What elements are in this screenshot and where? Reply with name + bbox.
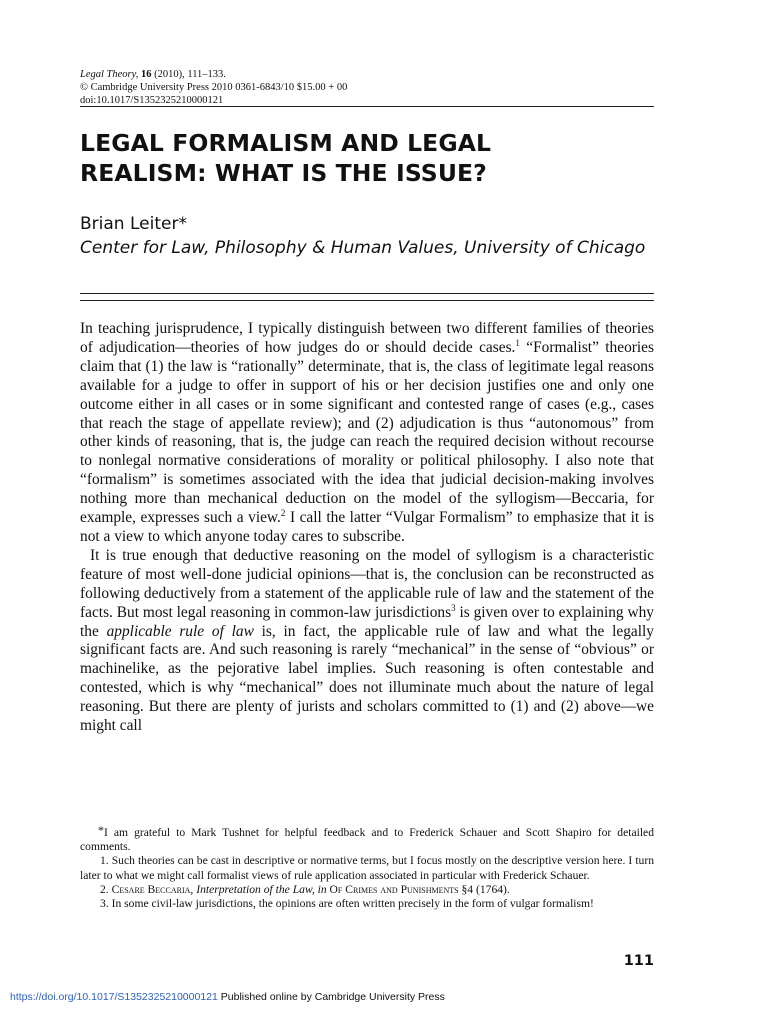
footnote-2-title: Interpretation of the Law, in xyxy=(196,882,327,896)
footnote-2-separator: , xyxy=(190,882,197,896)
journal-header xyxy=(80,68,654,107)
footnote-star-mark: * xyxy=(98,823,104,837)
paragraph-2 xyxy=(80,547,654,736)
citation-line xyxy=(80,68,654,81)
publication-footer xyxy=(10,991,445,1003)
journal-years-pages: (2010), 111–133. xyxy=(151,69,226,80)
paragraph-2-text-b: is given over to explaining why the xyxy=(80,603,654,640)
footnote-2-author: Cesare Beccaria xyxy=(111,882,191,896)
footnote-1: 1. Such theories can be cast in descriptive or normative terms, but I focus mostly on the descriptive version here. I turn later to what we might call formalist views of rule application associated in particular with Frederick Schauer. xyxy=(80,854,654,882)
doi-line: doi:10.1017/S1352325210000121 xyxy=(80,95,224,106)
article-body xyxy=(80,320,654,736)
paragraph-1-text-b: “Formalist” theories claim that (1) the law is “rationally” determinate, that is, the class of legitimate legal reasons available for a judge to offer in support of his or her decision justifies one and only one outcome either in all cases or in some significant and contested range of cases (e.g., cases that reach the stage of appellate review); and (2) adjudication is thus “autonomous” from other kinds of reasoning, that is, the judge can reach the required decision without recourse to nonlegal normative considerations of morality or political philosophy. I also note that “formalism” is sometimes associated with the idea that judicial decision-making involves nothing more than mechanical deduction on the model of the syllogism—Beccaria, for example, expresses such a view. xyxy=(80,338,654,527)
journal-name: Legal Theory, xyxy=(80,69,139,80)
footnote-ref-3[interactable]: 3 xyxy=(451,602,456,613)
journal-volume: 16 xyxy=(140,69,152,80)
footnote-2-number: 2. xyxy=(100,882,112,896)
copyright-line: © Cambridge University Press 2010 0361-6843/10 $15.00 + 00 xyxy=(80,82,348,93)
paragraph-2-text-c: is, in fact, the applicable rule of law and what the legally significant facts are. And such reasoning is rarely “mechanical” in the sense of “obvious” or machinelike, as the pejorative label implies. Such reasoning is often contestable and contested, which is why “mechanical” does not illuminate much about the nature of legal reasoning. But there are plenty of jurists and scholars committed to (1) and (2) above—we might call xyxy=(80,622,654,735)
footnote-2 xyxy=(80,883,654,897)
published-note: Published online by Cambridge University Press xyxy=(217,991,445,1003)
title-rule-top xyxy=(80,293,654,294)
title-line-1: LEGAL FORMALISM AND LEGAL xyxy=(80,129,492,157)
page-number: 111 xyxy=(623,953,654,969)
author-block xyxy=(80,212,654,260)
author-name: Brian Leiter xyxy=(80,214,179,234)
footnote-ref-2[interactable]: 2 xyxy=(280,508,286,519)
footnote-3: 3. In some civil-law jurisdictions, the opinions are often written precisely in the form of vulgar formalism! xyxy=(100,897,594,911)
paragraph-1-text-c: I call the latter “Vulgar Formalism” to emphasize that it is not a view to which anyone today cares to subscribe. xyxy=(80,509,655,545)
paragraph-2-text-a: It is true enough that deductive reasoning on the model of syllogism is a characteristic feature of most well-done judicial opinions—that is, the conclusion can be reconstructed as following deductively from a statement of the applicable rule of law and the statement of the facts. But most legal reasoning in common-law jurisdictions xyxy=(80,546,654,621)
title-rule-bottom xyxy=(80,300,654,301)
title-line-2: REALISM: WHAT IS THE ISSUE? xyxy=(80,159,487,187)
paragraph-1 xyxy=(80,320,654,547)
paragraph-1-text-a: In teaching jurisprudence, I typically distinguish between two different families of theories of adjudication—theories of how judges do or should decide cases. xyxy=(80,320,654,356)
paragraph-2-emphasis: applicable rule of law xyxy=(106,622,254,640)
doi-link[interactable]: https://doi.org/10.1017/S1352325210000121 xyxy=(10,991,218,1003)
author-footnote-mark: * xyxy=(178,214,187,234)
footnote-2-section: §4 (1764). xyxy=(458,882,510,896)
footnote-ref-1[interactable]: 1 xyxy=(515,337,520,348)
author-affiliation: Center for Law, Philosophy & Human Values, University of Chicago xyxy=(80,238,646,258)
footnote-star-text: I am grateful to Mark Tushnet for helpful feedback and to Frederick Schauer and Scott Shapiro for detailed comments. xyxy=(80,826,654,854)
footnotes xyxy=(80,823,654,911)
footnote-acknowledgment xyxy=(80,823,654,854)
article-title xyxy=(80,128,654,188)
footnote-2-book: Of Crimes and Punishments xyxy=(326,882,459,896)
header-rule xyxy=(80,106,654,107)
